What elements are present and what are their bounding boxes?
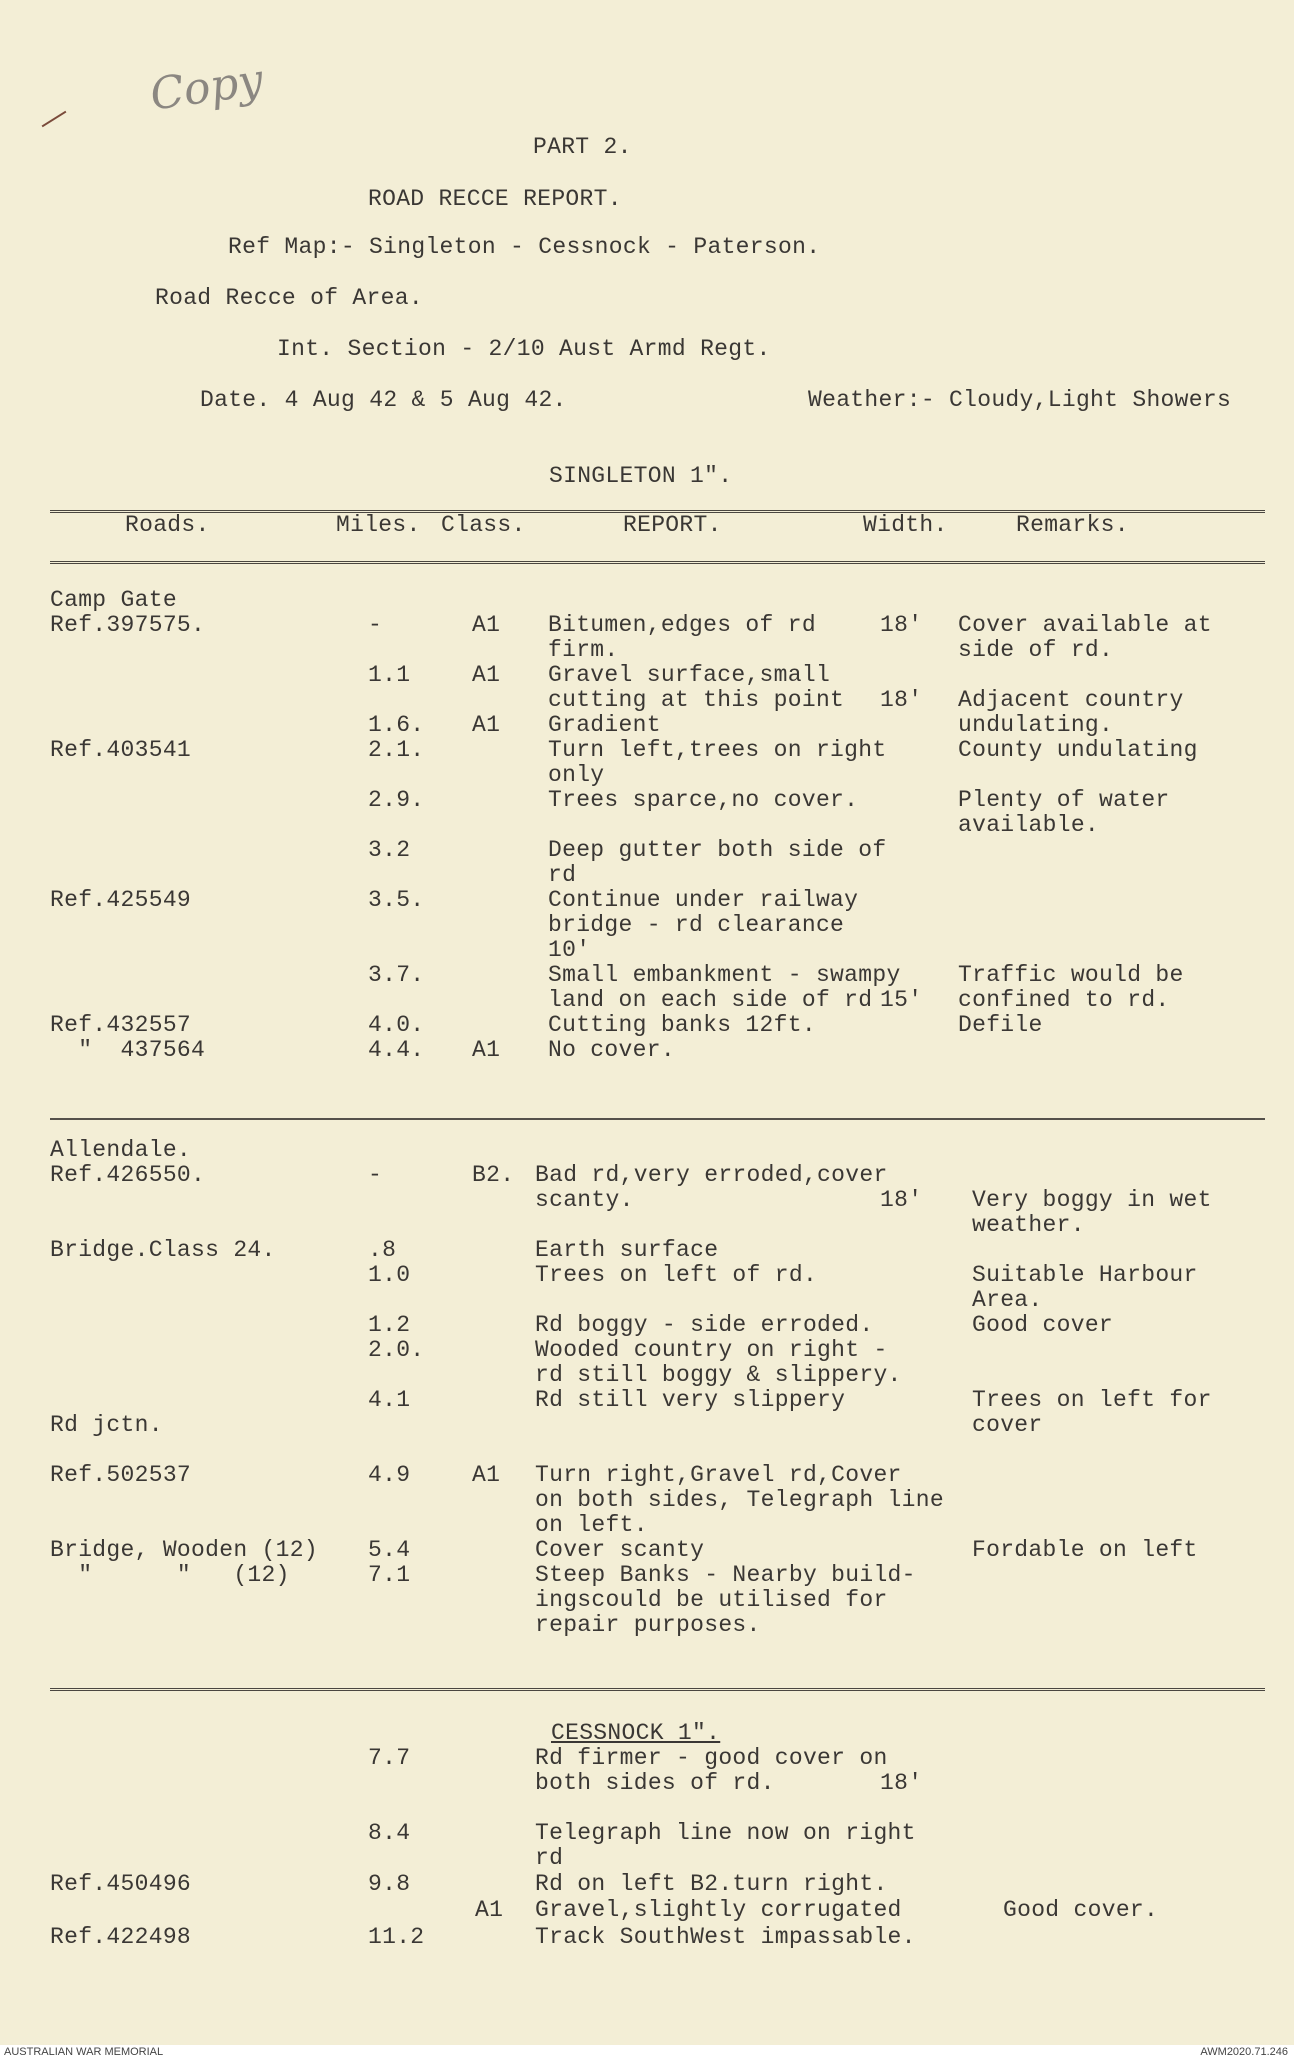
cell-report: both sides of rd. bbox=[535, 1770, 775, 1796]
cell-report: 10' bbox=[548, 937, 591, 963]
cell-road: Ref.422498 bbox=[50, 1924, 192, 1950]
cell-report: Trees sparce,no cover. bbox=[548, 787, 859, 813]
col-width: Width. bbox=[863, 512, 948, 538]
cell-miles: 4.1 bbox=[368, 1387, 411, 1413]
cell-report: Rd boggy - side erroded. bbox=[535, 1312, 874, 1338]
report-title: ROAD RECCE REPORT. bbox=[368, 186, 622, 212]
map-sheet-cessnock: CESSNOCK 1". bbox=[551, 1720, 721, 1746]
unit-line: Int. Section - 2/10 Aust Armd Regt. bbox=[277, 336, 771, 362]
cell-class: B2. bbox=[472, 1162, 515, 1188]
cell-miles: 8.4 bbox=[368, 1820, 411, 1846]
archive-footer bbox=[0, 2045, 1294, 2061]
cell-road: Ref.502537 bbox=[50, 1462, 192, 1488]
col-roads: Roads. bbox=[125, 512, 210, 538]
cell-remarks: undulating. bbox=[958, 712, 1114, 738]
cell-report: on both sides, Telegraph line bbox=[535, 1487, 944, 1513]
cell-miles: .8 bbox=[368, 1237, 397, 1263]
col-report: REPORT. bbox=[623, 512, 722, 538]
cell-report: rd bbox=[548, 862, 577, 888]
cell-report: Rd firmer - good cover on bbox=[535, 1745, 888, 1771]
cell-miles: 2.0. bbox=[368, 1337, 425, 1363]
cell-report: Rd on left B2.turn right. bbox=[535, 1871, 888, 1897]
cell-miles: 1.2 bbox=[368, 1312, 411, 1338]
cell-report: repair purposes. bbox=[535, 1612, 761, 1638]
cell-report: Gravel,slightly corrugated bbox=[535, 1897, 902, 1923]
cell-miles: 3.2 bbox=[368, 837, 411, 863]
col-miles: Miles. bbox=[336, 512, 421, 538]
cell-miles: 1.1 bbox=[368, 662, 411, 688]
handwritten-copy-annotation: Copy bbox=[147, 54, 267, 121]
cell-width: 15' bbox=[880, 987, 923, 1013]
col-remarks: Remarks. bbox=[1016, 512, 1129, 538]
cell-remarks: Cover available at bbox=[958, 612, 1212, 638]
cell-remarks: Trees on left for bbox=[972, 1387, 1212, 1413]
cell-remarks: confined to rd. bbox=[958, 987, 1170, 1013]
cell-miles: 2.1. bbox=[368, 737, 425, 763]
cell-width: 18' bbox=[880, 612, 923, 638]
cell-report: scanty. bbox=[535, 1187, 634, 1213]
cell-report: Wooded country on right - bbox=[535, 1337, 888, 1363]
ref-map-line: Ref Map:- Singleton - Cessnock - Paterson. bbox=[228, 234, 821, 260]
cell-report: Trees on left of rd. bbox=[535, 1262, 818, 1288]
cell-road: Ref.450496 bbox=[50, 1871, 192, 1897]
cell-remarks: cover bbox=[972, 1412, 1043, 1438]
cell-report: Earth surface bbox=[535, 1237, 719, 1263]
cell-road: Ref.425549 bbox=[50, 887, 192, 913]
date-line: Date. 4 Aug 42 & 5 Aug 42. bbox=[200, 387, 567, 413]
cell-report: firm. bbox=[548, 637, 619, 663]
part-heading: PART 2. bbox=[533, 134, 632, 160]
cell-road: " 437564 bbox=[50, 1037, 206, 1063]
col-class: Class. bbox=[441, 512, 526, 538]
cell-road: " " (12) bbox=[50, 1562, 290, 1588]
cell-report: only bbox=[548, 762, 605, 788]
cell-report: Deep gutter both side of bbox=[548, 837, 887, 863]
cell-report: Gravel surface,small bbox=[548, 662, 831, 688]
cell-report: Rd still very slippery bbox=[535, 1387, 846, 1413]
cell-remarks: Good cover. bbox=[1003, 1897, 1159, 1923]
cell-width: 18' bbox=[880, 1187, 923, 1213]
cell-remarks: Adjacent country bbox=[958, 687, 1184, 713]
cell-road: Ref.403541 bbox=[50, 737, 192, 763]
cell-miles: 9.8 bbox=[368, 1871, 411, 1897]
cell-report: Turn right,Gravel rd,Cover bbox=[535, 1462, 902, 1488]
cell-road: Ref.397575. bbox=[50, 612, 206, 638]
cell-report: Gradient bbox=[548, 712, 661, 738]
cell-remarks: available. bbox=[958, 812, 1100, 838]
cell-road: Rd jctn. bbox=[50, 1412, 163, 1438]
cell-miles: 7.7 bbox=[368, 1745, 411, 1771]
cell-remarks: Good cover bbox=[972, 1312, 1114, 1338]
cell-report: rd bbox=[535, 1845, 564, 1871]
cell-miles: 2.9. bbox=[368, 787, 425, 813]
cell-report: on left. bbox=[535, 1512, 648, 1538]
cell-report: Small embankment - swampy bbox=[548, 962, 901, 988]
cell-report: land on each side of rd bbox=[548, 987, 873, 1013]
cell-report: Telegraph line now on right bbox=[535, 1820, 916, 1846]
cell-miles: 4.9 bbox=[368, 1462, 411, 1488]
cell-road: Bridge.Class 24. bbox=[50, 1237, 276, 1263]
cell-report: ingscould be utilised for bbox=[535, 1587, 888, 1613]
cell-report: rd still boggy & slippery. bbox=[535, 1362, 902, 1388]
cell-road: Camp Gate bbox=[50, 587, 177, 613]
cell-width: 18' bbox=[880, 687, 923, 713]
cell-class: A1 bbox=[472, 612, 501, 638]
cell-miles: 3.5. bbox=[368, 887, 425, 913]
section-divider-2 bbox=[50, 1688, 1265, 1691]
cell-report: Bitumen,edges of rd bbox=[548, 612, 816, 638]
map-sheet-singleton: SINGLETON 1". bbox=[549, 463, 733, 489]
cell-width: 18' bbox=[880, 1770, 923, 1796]
cell-miles: 1.0 bbox=[368, 1262, 411, 1288]
cell-miles: 3.7. bbox=[368, 962, 425, 988]
cell-miles: 7.1 bbox=[368, 1562, 411, 1588]
cell-miles: - bbox=[368, 612, 383, 638]
weather-line: Weather:- Cloudy,Light Showers bbox=[808, 387, 1232, 413]
cell-remarks: Traffic would be bbox=[958, 962, 1184, 988]
cell-class: A1 bbox=[472, 1037, 501, 1063]
section-divider-1 bbox=[50, 1118, 1265, 1120]
cell-remarks: Very boggy in wet bbox=[972, 1187, 1212, 1213]
cell-class: A1 bbox=[475, 1897, 504, 1923]
cell-report: bridge - rd clearance bbox=[548, 912, 845, 938]
area-line: Road Recce of Area. bbox=[155, 285, 423, 311]
cell-class: A1 bbox=[472, 712, 501, 738]
cell-class: A1 bbox=[472, 662, 501, 688]
cell-report: Track SouthWest impassable. bbox=[535, 1924, 916, 1950]
cell-miles: 4.4. bbox=[368, 1037, 425, 1063]
cell-report: Continue under railway bbox=[548, 887, 859, 913]
cell-report: Steep Banks - Nearby build- bbox=[535, 1562, 916, 1588]
cell-remarks: Plenty of water bbox=[958, 787, 1170, 813]
cell-report: Bad rd,very erroded,cover bbox=[535, 1162, 888, 1188]
cell-road: Bridge, Wooden (12) bbox=[50, 1537, 318, 1563]
footer-source: AUSTRALIAN WAR MEMORIAL bbox=[4, 2046, 164, 2058]
cell-miles: 1.6. bbox=[368, 712, 425, 738]
cell-class: A1 bbox=[472, 1462, 501, 1488]
cell-report: cutting at this point bbox=[548, 687, 845, 713]
cell-road: Ref.432557 bbox=[50, 1012, 192, 1038]
cell-remarks: Area. bbox=[972, 1287, 1043, 1313]
cell-road: Allendale. bbox=[50, 1137, 192, 1163]
cell-report: Turn left,trees on right bbox=[548, 737, 887, 763]
cell-miles: 4.0. bbox=[368, 1012, 425, 1038]
cell-miles: 5.4 bbox=[368, 1537, 411, 1563]
cell-remarks: side of rd. bbox=[958, 637, 1114, 663]
cell-report: No cover. bbox=[548, 1037, 675, 1063]
cell-remarks: County undulating bbox=[958, 737, 1198, 763]
cell-miles: - bbox=[368, 1162, 383, 1188]
header-rule-bottom bbox=[50, 561, 1265, 564]
pencil-mark bbox=[42, 111, 67, 128]
cell-miles: 11.2 bbox=[368, 1924, 425, 1950]
cell-remarks: Fordable on left bbox=[972, 1537, 1198, 1563]
footer-reference: AWM2020.71.246 bbox=[1200, 2046, 1288, 2058]
cell-remarks: weather. bbox=[972, 1212, 1085, 1238]
cell-report: Cutting banks 12ft. bbox=[548, 1012, 816, 1038]
cell-report: Cover scanty bbox=[535, 1537, 705, 1563]
cell-remarks: Defile bbox=[958, 1012, 1043, 1038]
cell-road: Ref.426550. bbox=[50, 1162, 206, 1188]
cell-remarks: Suitable Harbour bbox=[972, 1262, 1198, 1288]
